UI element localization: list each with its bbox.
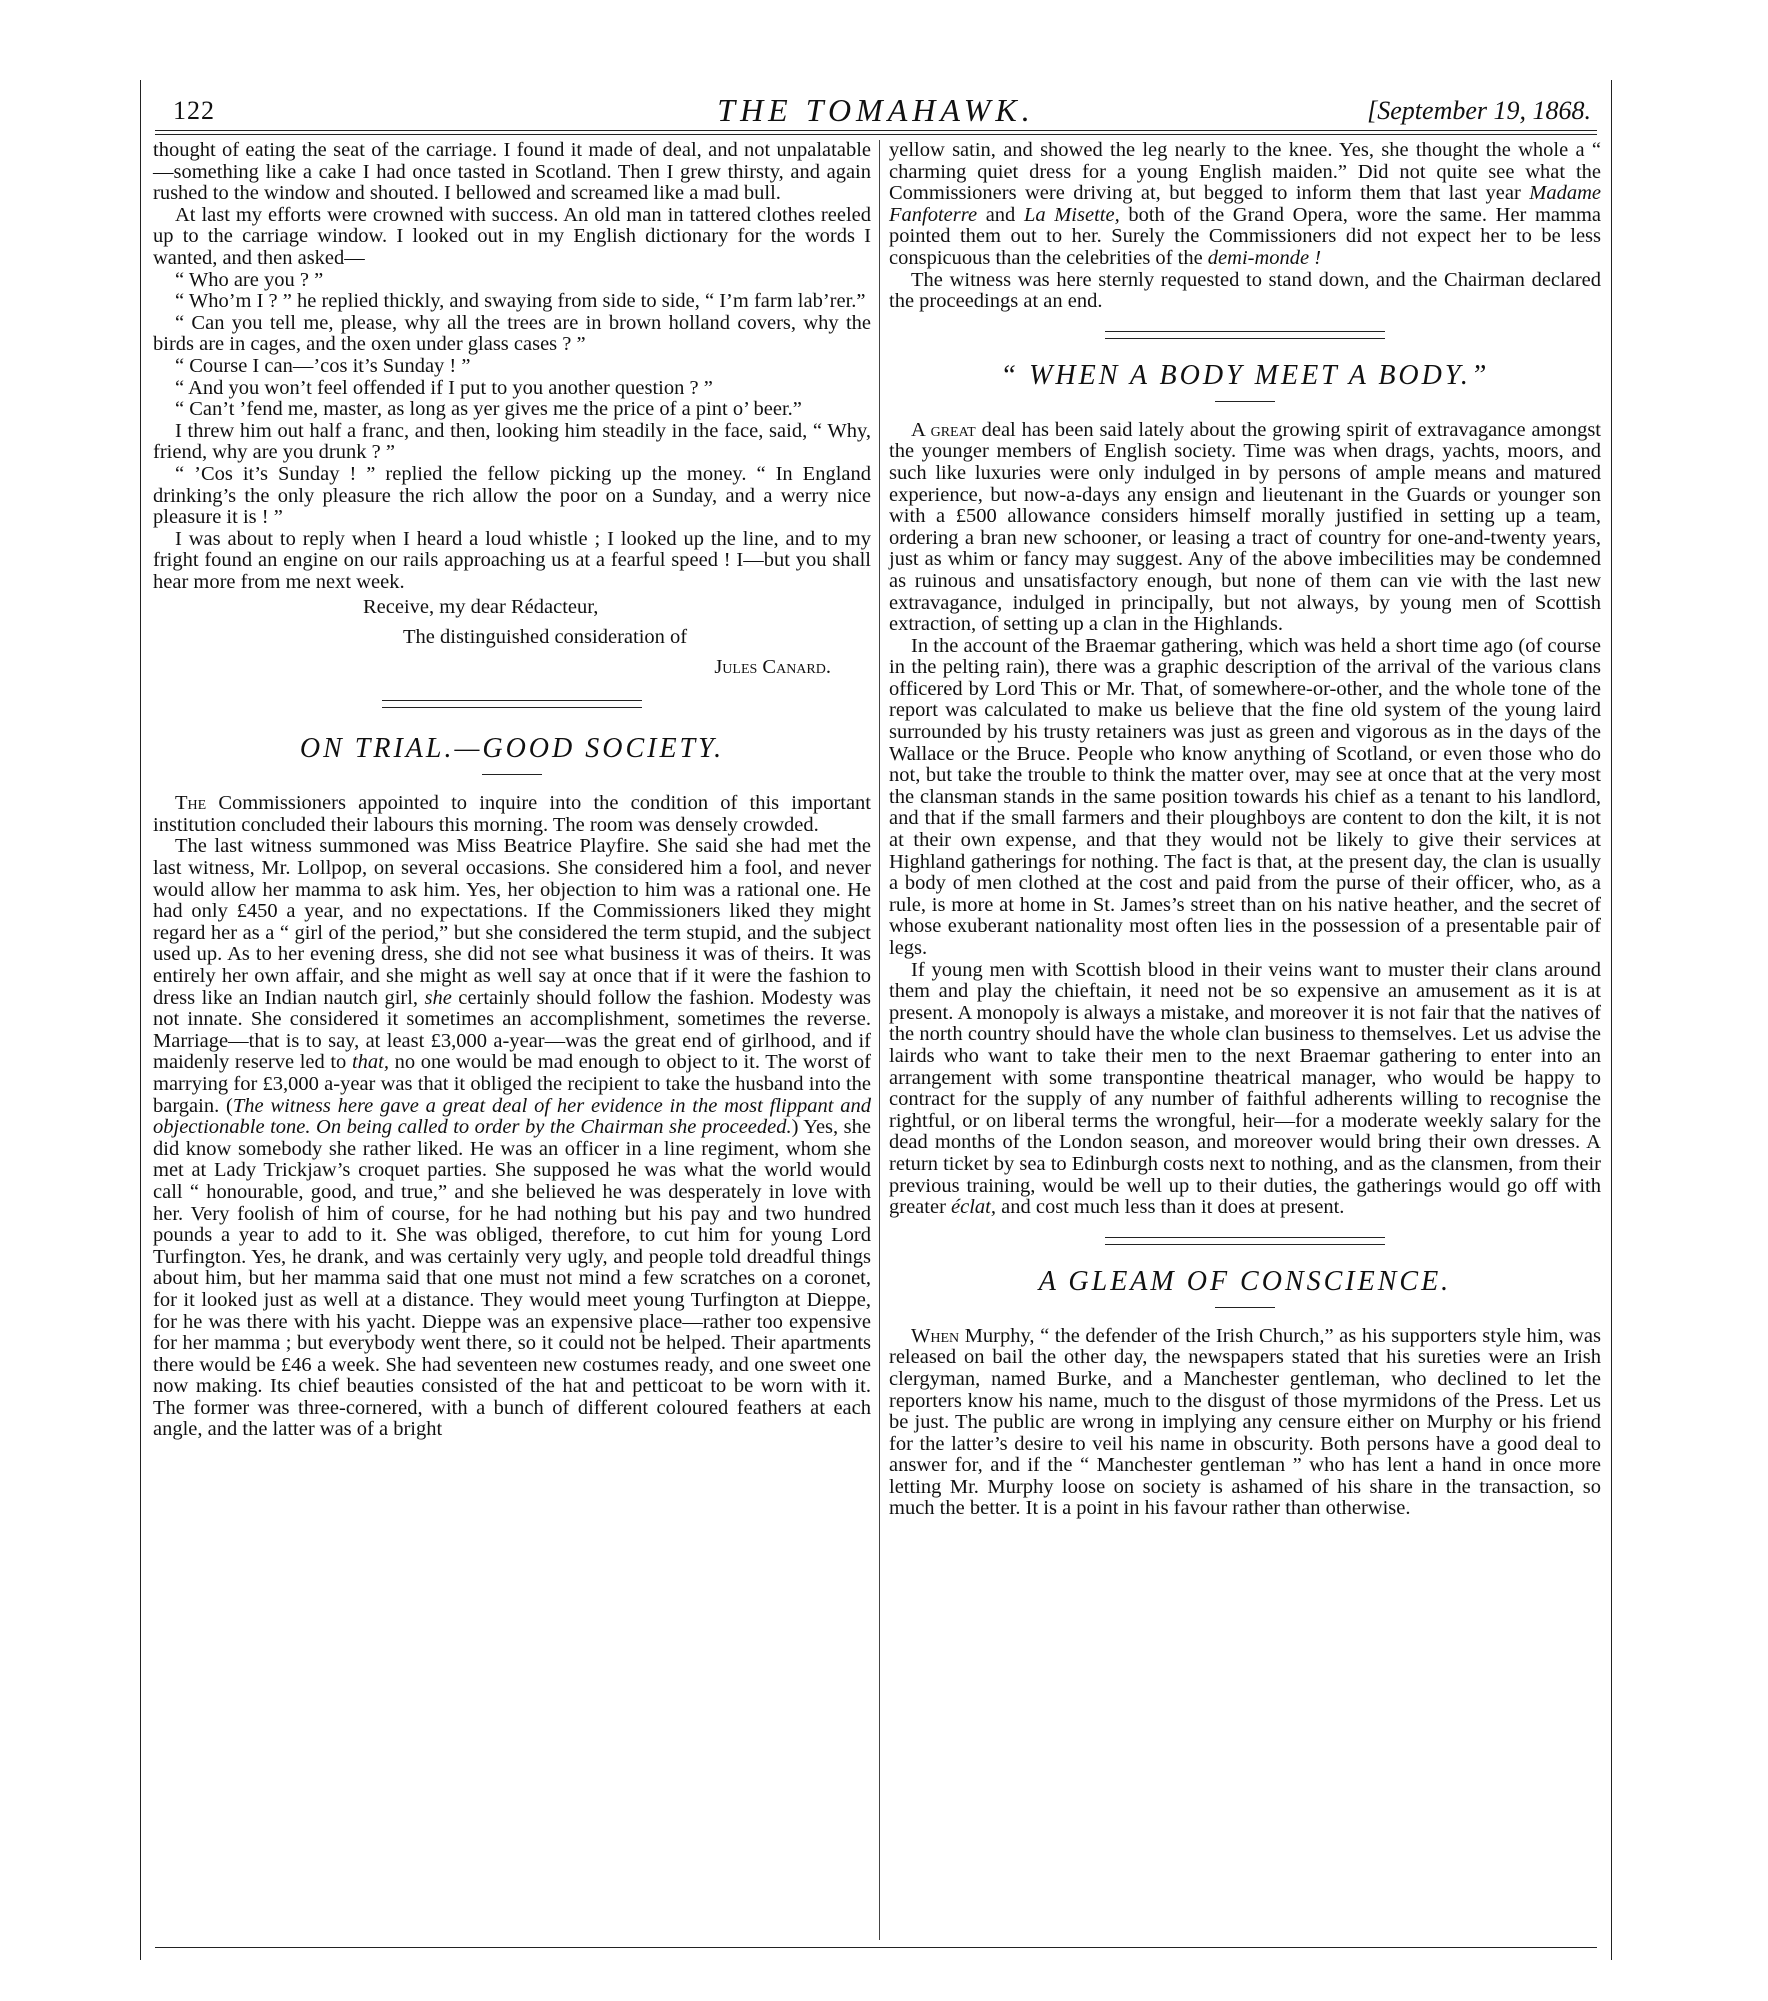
column-divider xyxy=(879,140,880,1940)
newspaper-page xyxy=(140,80,1612,1960)
header-rule-thin xyxy=(155,134,1597,135)
paragraph: thought of eating the seat of the carriage. I found it made of deal, and not unpalatable—something like a cake I had once tasted in Scotland. Then I grew thirsty, and again rushed to the window and shouted. I bellowed and screamed like a mad bull. xyxy=(153,139,871,205)
title-rule xyxy=(482,774,542,775)
article-title-on-trial: ON TRIAL.—GOOD SOCIETY. xyxy=(299,733,725,765)
letter-signature: Jules Canard. xyxy=(714,655,831,678)
section-separator xyxy=(382,700,642,708)
paragraph: “ ’Cos it’s Sunday ! ” replied the fellow picking up the money. “ In England drinking’s the only pleasure the rich allow the poor on a Sunday, and a werry nice pleasure it is ! ” xyxy=(153,462,871,529)
paragraph: The witness was here sternly requested to stand down, and the Chairman declared the proceedings at an end. xyxy=(889,268,1601,313)
article-title-gleam: A GLEAM OF CONSCIENCE. xyxy=(1038,1265,1452,1297)
article-paragraph: In the account of the Braemar gathering, which was held a short time ago (of course in the pelting rain), there was a graphic description of the arrival of the various clans officered by Lord This or Mr. That, of somewhere-or-other, and the whole tone of the report was calculated to make us believe that the fine old system of the young laird surrounded by his trusty retainers was just as green and vigorous as in the days of the Wallace or the Bruce. People who know anything of Scotland, or even those who do not, but take the trouble to think the matter over, may see at once that at the very most the clansman stands in the same position towards his chief as a tenant to his landlord, and that if the small farmers and their ploughboys are content to don the kilt, it is not at their own expense, and that they would not be likely to give their services at Highland gatherings for nothing. The fact is that, at the present day, the clan is usually a body of men clothed at the cost and paid from the purse of their officer, who, as a rule, is more at home in St. James’s street than on his native heather, and the secret of whose exuberant nationality most often lies in the possession of a presentable pair of legs. xyxy=(889,634,1601,959)
section-separator xyxy=(1105,1237,1385,1245)
page-header xyxy=(155,90,1597,130)
article-paragraph: When Murphy, “ the defender of the Irish Church,” as his supporters style him, was released on bail the other day, the newspapers stated that his sureties were an Irish clergyman, named Burke, and a Manchester gentleman, who declined to let the reporters know his name, much to the disgust of those myrmidons of the Press. Let us be just. The public are wrong in implying any censure either on Murphy or his friend for the latter’s desire to veil his name in obscurity. Both persons have a good deal to answer for, and if the “ Manchester gentleman ” who has lent a hand in once more letting Mr. Murphy loose on society is ashamed of his share in the transaction, so much the better. It is a point in his favour rather than otherwise. xyxy=(889,1324,1602,1520)
title-rule xyxy=(1215,1307,1275,1308)
article-title-when-a-body: “ WHEN A BODY MEET A BODY.” xyxy=(1000,359,1490,391)
letter-closing-line: The distinguished consideration of xyxy=(403,626,688,649)
paragraph: “ Can’t ’fend me, master, as long as yer gives me the price of a pint o’ beer.” xyxy=(175,398,802,421)
issue-date: [September 19, 1868. xyxy=(1367,96,1591,125)
article-paragraph: If young men with Scottish blood in their veins want to muster their clans around them and play the chieftain, it need not be so expensive an amusement as it is at present. A monopoly is always a mistake, and moreover it is not fair that the natives of the north country should have the whole clan business to themselves. Let us advise the lairds who want to take their men to the next Braemar gathering to enter into an arrangement with some transpontine theatrical manager, who would be happy to contract for the supply of any number of faithful adherents willing to recognise the rightful, or on liberal terms the wrongful, heir—for a moderate weekly salary for the dead months of the London season, and moreover would bring their own dresses. A return ticket by sea to Edinburgh costs next to nothing, and as the clansmen, from their previous training, would be well up to their duties, the gatherings would go off with greater éclat, and cost much less than it does at present. xyxy=(889,958,1601,1219)
paragraph: “ Who are you ? ” xyxy=(175,268,324,291)
right-column xyxy=(889,140,1601,1520)
paragraph: “ Course I can—’cos it’s Sunday ! ” xyxy=(175,354,471,377)
paragraph: yellow satin, and showed the leg nearly to the knee. Yes, she thought the whole a “ charming quiet dress for a young English maiden.” Did not quite see what the Commissioners were driving at, but begged to inform them that last year Madame Fanfoterre and La Misette, both of the Grand Opera, wore the same. Her mamma pointed them out to her. Surely the Commissioners did not expect her to be less conspicuous than the celebrities of the demi-monde ! xyxy=(889,139,1602,269)
paragraph: “ And you won’t feel offended if I put to you another question ? ” xyxy=(175,376,713,399)
section-separator xyxy=(1105,331,1385,339)
paragraph: At last my efforts were crowned with success. An old man in tattered clothes reeled up to the carriage window. I looked out in my English dictionary for the words I wanted, and then asked— xyxy=(153,203,871,269)
paragraph: “ Who’m I ? ” he replied thickly, and swaying from side to side, “ I’m farm lab’rer.” xyxy=(175,290,866,313)
footer-rule xyxy=(155,1947,1597,1948)
paragraph: “ Can you tell me, please, why all the trees are in brown holland covers, why the birds are in cages, and the oxen under glass cases ? ” xyxy=(153,311,871,356)
article-paragraph: A great deal has been said lately about the growing spirit of extravagance amongst the younger members of English society. Time was when drags, yachts, moors, and such like luxuries were only indulged in by persons of ample means and matured experience, but now-a-days any ensign and lieutenant in the Guards or younger son with a £500 allowance considers himself morally justified in setting up a team, ordering a bran new schooner, or leasing a tract of country for one-and-twenty years, just as whim or fancy may suggest. Any of the above imbecilities may be condemned as ruinous and unsatisfactory enough, but none of them can vie with the last new extravagance, indulged in principally, but not always, by young men of Scottish extraction, of setting up a clan in the Highlands. xyxy=(889,418,1601,636)
letter-closing: Receive, my dear Rédacteur, xyxy=(363,596,599,619)
paragraph: I threw him out half a franc, and then, looking him steadily in the face, said, “ Why, friend, why are you drunk ? ” xyxy=(153,419,871,464)
article-paragraph: The last witness summoned was Miss Beatrice Playfire. She said she had met the last witness, Mr. Lollpop, on several occasions. She considered him a fool, and never would allow her mamma to ask him. Yes, her objection to him was a rational one. He had only £450 a year, and no expectations. If the Commissioners liked they might regard her as a “ girl of the period,” but she considered the term stupid, and the subject used up. As to her evening dress, she did not see what business it was of theirs. It was entirely her own affair, and she might as well say at once that if it were the fashion to dress like an Indian nautch girl, she certainly should follow the fashion. Modesty was not innate. She considered it sometimes an accomplishment, sometimes the reverse. Marriage—that is to say, at least £3,000 a-year—was the great end of girlhood, and if maidenly reserve led to that, no one would be mad enough to object to it. The worst of marrying for £3,000 a-year was that it obliged the recipient to take the husband into the bargain. (The witness here gave a great deal of her evidence in the most flippant and objectionable tone. On being called to order by the Chairman she proceeded.) Yes, she did know somebody she rather liked. He was an officer in a line regiment, whom she met at Lady Trickjaw’s croquet parties. She supposed he was what the world would call “ honourable, good, and true,” and she believed he was desperately in love with her. Very foolish of him of course, for he had nothing but his pay and two hundred pounds a year to add to it. She was obliged, therefore, to cut him for young Lord Turfington. Yes, he drank, and was certainly very ugly, and people told dreadful things about him, but her mamma said that one must not mind a few scratches on a coronet, for it looked just as well at a distance. They would meet young Turfington at Dieppe, for he was there with his yacht. Dieppe was an expensive place—rather too expensive for her mamma ; but everybody went there, so it could not be helped. Their apartments there would be £46 a week. She had seventeen new costumes ready, and one sweet one now making. Its chief beauties consisted of the hat and petticoat to be worn with it. The former was three-cornered, with a bunch of different coloured feathers at each angle, and the latter was of a bright xyxy=(153,835,872,1441)
title-rule xyxy=(1215,401,1275,402)
left-column xyxy=(153,140,871,1441)
masthead-title: THE TOMAHAWK. xyxy=(717,92,1035,128)
page-number: 122 xyxy=(173,96,215,125)
paragraph: I was about to reply when I heard a loud whistle ; I looked up the line, and to my fright found an engine on our rails approaching us at a fearful speed ! I—but you shall hear more from me next week. xyxy=(153,527,871,593)
header-rule xyxy=(155,130,1597,131)
article-paragraph: The Commissioners appointed to inquire into the condition of this important institution concluded their labours this morning. The room was densely crowded. xyxy=(153,792,871,836)
